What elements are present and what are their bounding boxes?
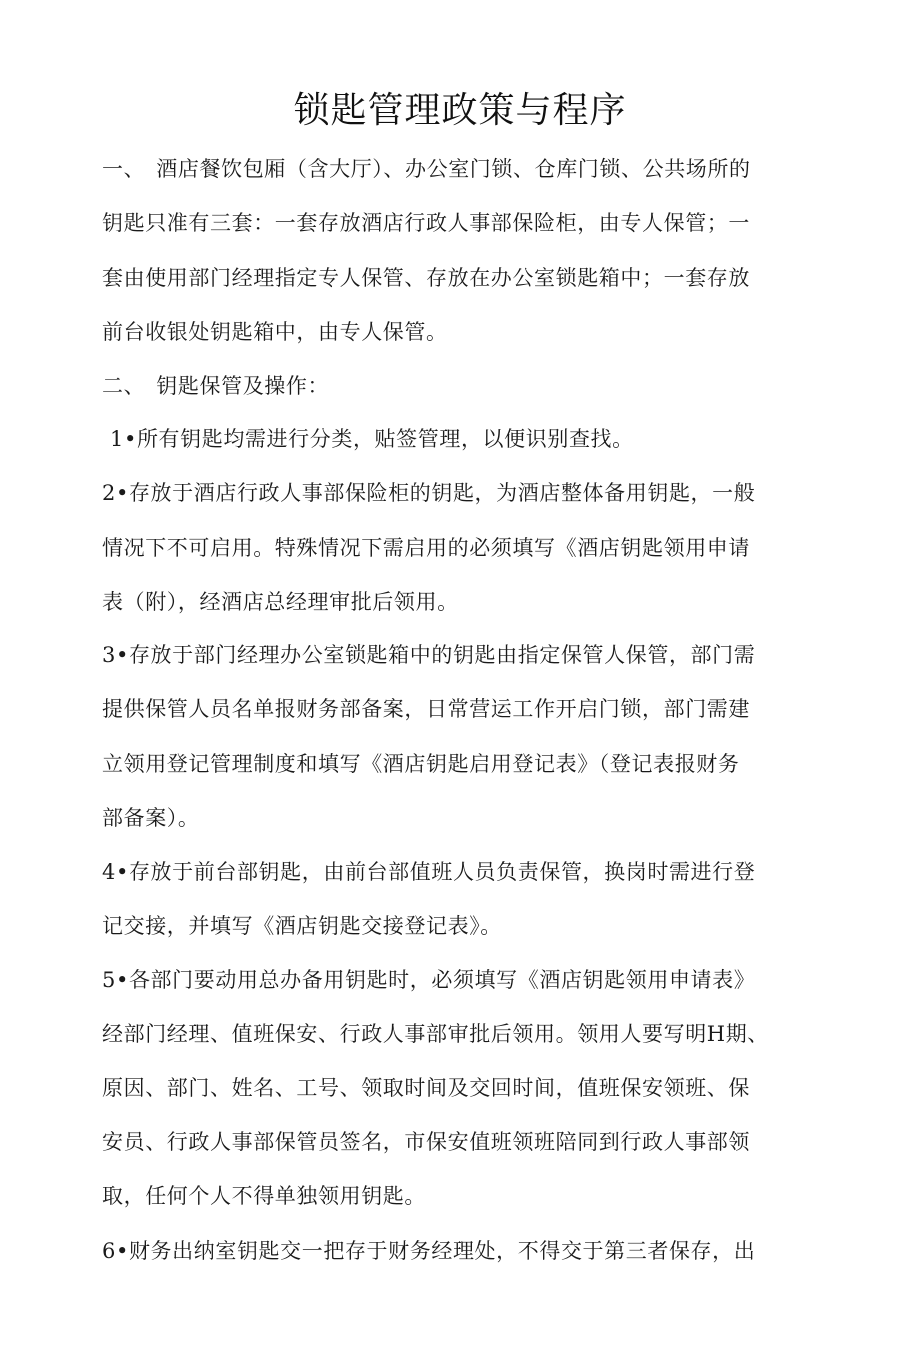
text-line: 二、 钥匙保管及操作： <box>102 374 330 398</box>
text-line: 钥匙只准有三套：一套存放酒店行政人事部保险柜，由专人保管；一 <box>102 211 750 235</box>
text-line: 记交接，并填写《酒店钥匙交接登记表》。 <box>102 914 502 938</box>
text-line: 部备案）。 <box>102 806 200 830</box>
text-line: 取，任何个人不得单独领用钥匙。 <box>102 1184 426 1208</box>
text-line: 4•存放于前台部钥匙，由前台部值班人员负责保管，换岗时需进行登 <box>102 860 756 884</box>
text-line: 2•存放于酒店行政人事部保险柜的钥匙，为酒店整体备用钥匙，一般 <box>102 481 756 505</box>
text-line: 原因、部门、姓名、工号、领取时间及交回时间，值班保安领班、保 <box>102 1076 750 1100</box>
text-line: 安员、行政人事部保管员签名，市保安值班领班陪同到行政人事部领 <box>102 1130 750 1154</box>
document-title: 锁匙管理政策与程序 <box>293 90 627 131</box>
text-line: 6•财务出纳室钥匙交一把存于财务经理处，不得交于第三者保存，出 <box>102 1239 756 1263</box>
text-line: 前台收银处钥匙箱中，由专人保管。 <box>102 320 448 344</box>
text-line: 表（附），经酒店总经理审批后领用。 <box>102 590 459 614</box>
text-line: 立领用登记管理制度和填写《酒店钥匙启用登记表》（登记表报财务 <box>102 752 740 776</box>
text-line: 1•所有钥匙均需进行分类，贴签管理，以便识别查找。 <box>110 427 634 451</box>
text-line: 经部门经理、值班保安、行政人事部审批后领用。领用人要写明H期、 <box>102 1022 769 1046</box>
text-line: 套由使用部门经理指定专人保管、存放在办公室锁匙箱中；一套存放 <box>102 266 750 290</box>
text-line: 3•存放于部门经理办公室锁匙箱中的钥匙由指定保管人保管，部门需 <box>102 643 756 667</box>
text-line: 5•各部门要动用总办备用钥匙时，必须填写《酒店钥匙领用申请表》 <box>102 968 756 992</box>
text-line: 一、 酒店餐饮包厢（含大厅）、办公室门锁、仓库门锁、公共场所的 <box>102 157 751 181</box>
text-line: 情况下不可启用。特殊情况下需启用的必须填写《酒店钥匙领用申请 <box>102 536 750 560</box>
text-line: 提供保管人员名单报财务部备案，日常营运工作开启门锁，部门需建 <box>102 697 750 721</box>
